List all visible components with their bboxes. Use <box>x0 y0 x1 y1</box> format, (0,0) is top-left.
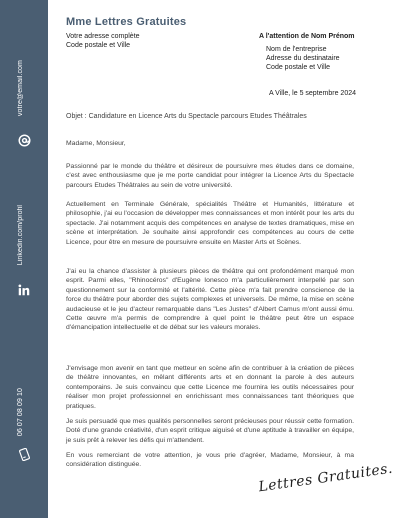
recipient-company: Nom de l'entreprise <box>266 46 327 53</box>
signature: Lettres Gratuites. <box>257 460 394 496</box>
recipient-attention: A l'attention de Nom Prénom <box>259 33 355 40</box>
salutation: Madame, Monsieur, <box>66 140 126 147</box>
paragraph-5: Je suis persuadé que mes qualités personnelles seront précieuses pour réussir cette formation. Doté d'une grande créativité, d'un esprit critique aiguisé et d'une aptitude à travailler en équipe, je suis prêt à relever les défis qui m'attendent. <box>66 418 354 444</box>
sidebar-linkedin[interactable]: Linkedin.com/profil <box>17 205 24 266</box>
recipient-address: Adresse du destinataire <box>266 55 340 62</box>
sender-address: Votre adresse complète <box>66 33 140 40</box>
paragraph-6: En vous remerciant de votre attention, je vous prie d'agréer, Madame, Monsieur, à ma considération distinguée. <box>66 452 354 469</box>
sidebar-phone[interactable]: 06 07 08 09 10 <box>17 388 24 437</box>
paragraph-2: Actuellement en Terminale Générale, spécialités Théâtre et Humanités, littérature et philosophie, j'ai eu l'occasion de développer mes connaissances et mon intérêt pour les arts du spectacle. J'ai notamment acquis des compétences en analyse de textes dramatiques, mise en scène et interprétation. Je souhaite ainsi approfondir ces compétences au cours de cette Licence, pour être en mesure de poursuivre ensuite en Master Arts et Scènes. <box>66 201 354 246</box>
at-icon <box>16 133 32 147</box>
recipient-city: Code postale et Ville <box>266 64 331 71</box>
paragraph-3: J'ai eu la chance d'assister à plusieurs pièces de théâtre qui ont profondément marqué mon esprit. Parmi elles, "Rhinocéros" d'Eugène Ionesco m'a particulièrement interpellé par son questionnement sur la conformité et l'altérité. Cette pièce m'a fait prendre conscience de la force du théâtre pour aborder des sujets complexes et universels. De même, la mise en scène audacieuse et le jeu d'acteur remarquable dans "Les Justes" d'Albert Camus m'ont aussi ému. Cette œuvre m'a permis de comprendre à quel point le théâtre peut être un espace d'émancipation intellectuelle et de débat sur les valeurs morales. <box>66 268 354 332</box>
sender-name: Mme Lettres Gratuites <box>66 16 187 28</box>
sidebar <box>0 0 48 518</box>
sender-city: Code postale et Ville <box>66 42 131 49</box>
sidebar-email[interactable]: votre@email.com <box>17 60 24 117</box>
paragraph-1: Passionné par le monde du théâtre et désireux de poursuivre mes études dans ce domaine, c'est avec enthousiasme que je me porte candidat pour intégrer la Licence Arts du Spectacle parcours Etudes Théâtrales au sein de votre université. <box>66 163 354 189</box>
letter-date: A Ville, le 5 septembre 2024 <box>268 90 356 97</box>
linkedin-icon <box>16 283 32 297</box>
paragraph-4: J'envisage mon avenir en tant que metteur en scène afin de contribuer à la création de pièces de théâtre innovantes, en mêlant différents arts et en donnant la parole à des auteurs contemporains. Je suis convaincu que cette Licence me fournira les outils nécessaires pour réaliser mon projet professionnel en enrichissant mes connaissances tant théoriques que pratiques. <box>66 365 354 410</box>
phone-icon <box>16 447 32 461</box>
letter-body <box>48 0 400 518</box>
letter-subject: Objet : Candidature en Licence Arts du Spectacle parcours Etudes Théâtrales <box>66 113 307 120</box>
